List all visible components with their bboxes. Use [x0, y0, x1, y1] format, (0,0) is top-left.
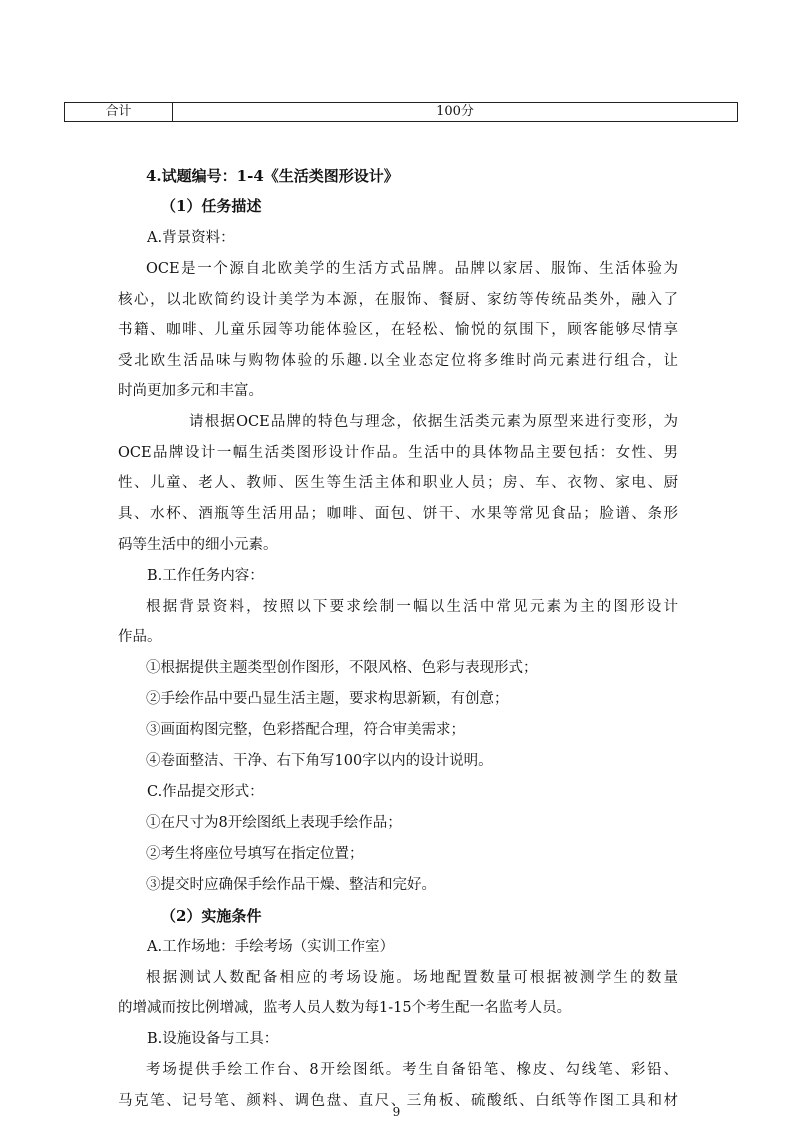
paragraph-line: 书籍、咖啡、儿童乐园等功能体验区，在轻松、愉悦的氛围下，顾客能够尽情享: [118, 322, 678, 338]
paragraph-line: OCE是一个源自北欧美学的生活方式品牌。品牌以家居、服饰、生活体验为: [146, 261, 678, 277]
paragraph-line: 性、儿童、老人、教师、医生等生活主体和职业人员；房、车、衣物、家电、厨: [118, 475, 678, 491]
requirement-item: ①根据提供主题类型创作图形，不限风格、色彩与表现形式；: [146, 660, 538, 676]
paragraph-line: 根据测试人数配备相应的考场设施。场地配置数量可根据被测学生的数量: [146, 970, 678, 986]
paragraph-line: 马克笔、记号笔、颜料、调色盘、直尺、三角板、硫酸纸、白纸等作图工具和材: [118, 1093, 678, 1109]
submission-item: ③提交时应确保手绘作品干燥、整洁和完好。: [146, 877, 436, 893]
paragraph-line: 作品。: [118, 629, 162, 645]
submission-item: ②考生将座位号填写在指定位置；: [146, 846, 364, 862]
paragraph-line: 根据背景资料，按照以下要求绘制一幅以生活中常见元素为主的图形设计: [146, 599, 678, 615]
subsection-title-2: （2）实施条件: [161, 907, 262, 925]
part-c-title: C.作品提交形式：: [147, 784, 264, 800]
score-total-table: [64, 102, 738, 122]
paragraph-line: 受北欧生活品味与购物体验的乐趣.以全业态定位将多维时尚元素进行组合，让: [118, 353, 678, 369]
equipment-title: B.设施设备与工具：: [147, 1031, 279, 1047]
section-heading: 4.试题编号：1-4《生活类图形设计》: [146, 167, 399, 185]
page-number: 9: [392, 1105, 401, 1119]
paragraph-line: 的增减而按比例增减，监考人员人数为每1-15个考生配一名监考人员。: [118, 1000, 572, 1016]
requirement-item: ③画面构图完整，色彩搭配合理，符合审美需求；: [146, 722, 465, 738]
part-a-title: A.背景资料：: [147, 230, 235, 246]
subsection-title-1: （1）任务描述: [161, 197, 262, 215]
submission-item: ①在尺寸为8开绘图纸上表现手绘作品；: [146, 815, 402, 831]
paragraph-line: 码等生活中的细小元素。: [118, 537, 278, 553]
requirement-item: ②手绘作品中要凸显生活主题，要求构思新颖，有创意；: [146, 691, 509, 707]
total-value: 100分: [436, 104, 474, 119]
paragraph-line: 时尚更加多元和丰富。: [118, 383, 263, 399]
paragraph-line: 考场提供手绘工作台、8开绘图纸。考生自备铅笔、橡皮、勾线笔、彩铅、: [146, 1062, 678, 1078]
total-label: 合计: [65, 103, 173, 121]
part-b-title: B.工作任务内容：: [147, 568, 264, 584]
paragraph-line: 具、水杯、酒瓶等生活用品；咖啡、面包、饼干、水果等常见食品；脸谱、条形: [118, 506, 678, 522]
paragraph-line: OCE品牌设计一幅生活类图形设计作品。生活中的具体物品主要包括：女性、男: [118, 445, 678, 461]
paragraph-line: 请根据OCE品牌的特色与理念，依据生活类元素为原型来进行变形，为: [189, 414, 678, 430]
paragraph-line: 核心，以北欧简约设计美学为本源，在服饰、餐厨、家纺等传统品类外，融入了: [118, 292, 678, 308]
venue-title: A.工作场地：手绘考场（实训工作室）: [147, 939, 395, 955]
requirement-item: ④卷面整洁、干净、右下角写100字以内的设计说明。: [146, 753, 493, 769]
